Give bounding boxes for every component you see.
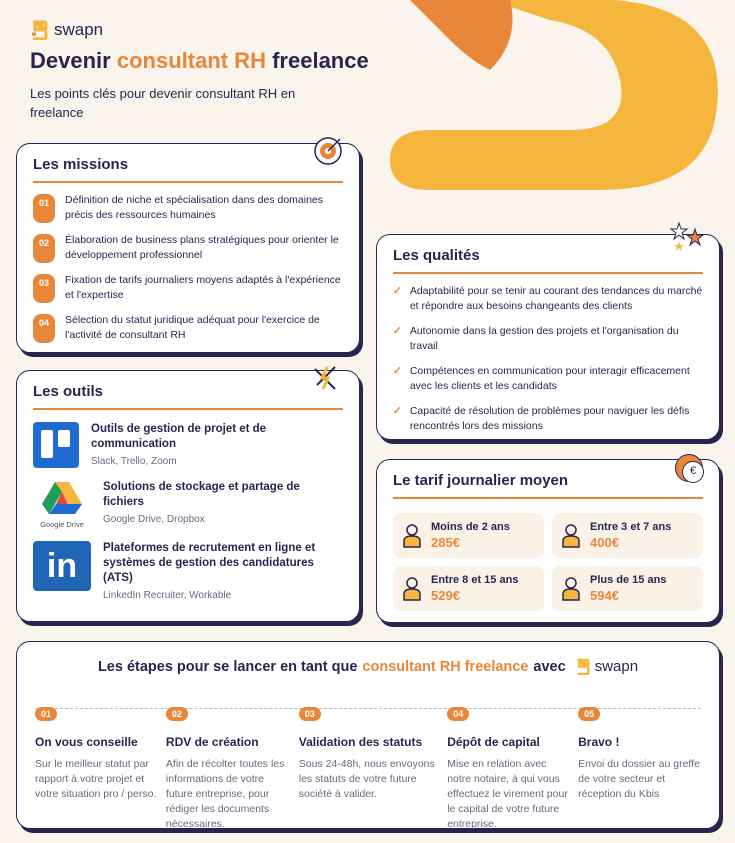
check-icon: ✓	[393, 325, 402, 337]
swapn-logo-icon	[575, 658, 590, 675]
quality-item: ✓ Capacité de résolution de problèmes pour naviguer les défis rencontrés lors des missions	[393, 405, 690, 432]
page-subtitle: Les points clés pour devenir consultant RH en freelance	[30, 86, 296, 120]
tarif-item: Plus de 15 ans 594€	[552, 566, 703, 611]
quality-item: ✓ Adaptabilité pour se tenir au courant des tendances du marché et répondre aux besoins changeants des clients	[393, 285, 703, 312]
tool-item: Google Drive Solutions de stockage et partage de fichiers Google Drive, Dropbox	[33, 480, 343, 529]
check-icon: ✓	[393, 285, 402, 297]
person-icon	[403, 577, 421, 601]
mission-item: 04 Sélection du statut juridique adéquat pour l'exercice de l'activité de consultant RH	[33, 313, 343, 343]
outils-card	[16, 370, 360, 622]
trello-icon	[33, 422, 79, 468]
quality-item: ✓ Autonomie dans la gestion des projets et l'organisation du travail	[393, 325, 679, 352]
qualites-card	[376, 234, 720, 440]
google-drive-icon: Google Drive	[33, 480, 91, 529]
etapes-title: Les étapes pour se lancer en tant que consultant RH freelance avec swapn	[97, 658, 639, 675]
tarif-item: Entre 3 et 7 ans 400€	[552, 513, 703, 558]
check-icon: ✓	[393, 365, 402, 377]
etapes-card	[16, 641, 720, 829]
person-icon	[562, 524, 580, 548]
outils-title: Les outils	[33, 383, 343, 410]
tarif-title: Le tarif journalier moyen	[393, 472, 703, 499]
person-icon	[403, 524, 421, 548]
person-icon	[562, 577, 580, 601]
swapn-logo-icon	[30, 20, 48, 40]
target-icon	[313, 136, 343, 166]
header	[30, 20, 369, 122]
tarif-item: Entre 8 et 15 ans 529€	[393, 566, 544, 611]
step-item: 01 On vous conseille Sur le meilleur statut par rapport à votre projet et votre situation pro / perso.	[35, 709, 157, 800]
page-title: Devenir consultant RH freelance	[30, 48, 369, 73]
step-item: 02 RDV de création Afin de récolter toutes les informations de votre future entreprise, pour rédiger les documents nécessaires.	[165, 709, 285, 830]
tool-item: in Plateformes de recrutement en ligne et systèmes de gestion des candidatures (ATS) LinkedIn Recruiter, Workable	[33, 541, 343, 601]
step-item: 03 Validation des statuts Sous 24-48h, nous envoyons les statuts de votre future société à valider.	[298, 709, 435, 800]
background-swoosh	[370, 0, 735, 200]
qualites-title: Les qualités	[393, 247, 703, 274]
step-item: 05 Bravo ! Envoi du dossier au greffe de votre secteur et réception du Kbis	[578, 709, 700, 800]
tools-icon	[309, 361, 343, 395]
euro-coin-icon: €	[675, 454, 703, 482]
mission-item: 03 Fixation de tarifs journaliers moyens adaptés à l'expérience et l'expertise	[33, 273, 343, 303]
check-icon: ✓	[393, 405, 402, 417]
brand-name: swapn	[54, 20, 104, 39]
missions-card	[16, 143, 360, 353]
tool-item: Outils de gestion de projet et de communication Slack, Trello, Zoom	[33, 422, 343, 468]
mission-item: 01 Définition de niche et spécialisation dans des domaines précis des ressources humaines	[33, 193, 343, 223]
missions-title: Les missions	[33, 156, 343, 183]
brand-logo[interactable]	[30, 20, 369, 40]
step-item: 04 Dépôt de capital Mise en relation avec notre notaire, à qui vous effectuez le virement pour le capital de votre future entreprise.	[447, 709, 568, 830]
quality-item: ✓ Compétences en communication pour interagir efficacement avec les clients et les candidats	[393, 365, 690, 392]
tarif-item: Moins de 2 ans 285€	[393, 513, 544, 558]
tarif-card	[376, 459, 720, 623]
mission-item: 02 Élaboration de business plans stratégiques pour orienter le développement professionnel	[33, 233, 343, 263]
linkedin-icon: in	[33, 541, 91, 591]
stars-icon	[669, 221, 705, 251]
